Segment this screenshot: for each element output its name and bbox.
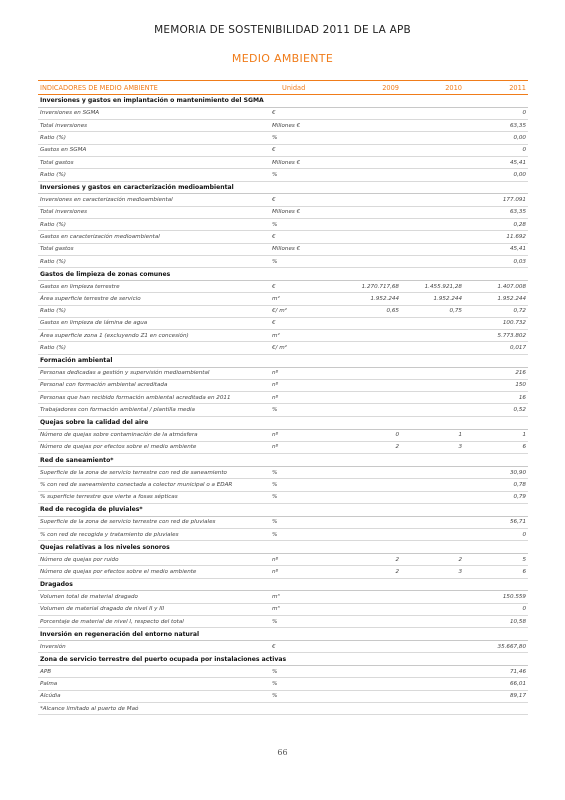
value-2010-cell [401, 491, 464, 503]
unit-cell: m³ [268, 591, 338, 603]
indicator-cell: Inversiones en SGMA [38, 107, 268, 119]
value-2011-cell: 63,35 [464, 120, 528, 132]
value-2011-cell: 16 [464, 392, 528, 404]
indicator-cell: Número de quejas por efectos sobre el medio ambiente [38, 566, 268, 578]
value-2009-cell [338, 218, 401, 230]
value-2010-cell: 2 [401, 553, 464, 565]
footnote-row [38, 703, 528, 715]
table-row [38, 516, 528, 528]
indicator-cell: Volumen total de material dragado [38, 591, 268, 603]
value-2011-cell: 0 [464, 603, 528, 615]
unit-cell: Millones € [268, 156, 338, 168]
value-2010-cell [401, 206, 464, 218]
group-title: Gastos de limpieza de zonas comunes [38, 268, 528, 281]
value-2010-cell [401, 615, 464, 627]
value-2009-cell [338, 603, 401, 615]
group-title: Quejas sobre la calidad del aire [38, 416, 528, 429]
table-row [38, 280, 528, 292]
indicator-cell: Personas dedicadas a gestión y supervisión medioambiental [38, 367, 268, 379]
group-title: Quejas relativas a los niveles sonoros [38, 541, 528, 554]
value-2011-cell: 0 [464, 144, 528, 156]
table-row [38, 132, 528, 144]
unit-cell: € [268, 317, 338, 329]
value-2009-cell [338, 243, 401, 255]
group-header-row [38, 416, 528, 429]
table-row [38, 231, 528, 243]
group-header-row [38, 454, 528, 467]
value-2009-cell [338, 591, 401, 603]
value-2011-cell: 5 [464, 553, 528, 565]
indicator-cell: Palma [38, 678, 268, 690]
group-title: Inversión en regeneración del entorno natural [38, 628, 528, 641]
table-row [38, 194, 528, 206]
indicator-cell: Ratio (%) [38, 169, 268, 181]
indicator-cell: Gastos en limpieza terrestre [38, 280, 268, 292]
unit-cell: % [268, 615, 338, 627]
table-row [38, 317, 528, 329]
value-2011-cell: 0,79 [464, 491, 528, 503]
table-row [38, 466, 528, 478]
value-2011-cell: 0,03 [464, 255, 528, 267]
table-row [38, 305, 528, 317]
value-2010-cell [401, 641, 464, 653]
indicator-cell: Total gastos [38, 156, 268, 168]
unit-cell: % [268, 690, 338, 702]
unit-cell: € [268, 144, 338, 156]
value-2010-cell [401, 528, 464, 540]
value-2009-cell: 2 [338, 566, 401, 578]
indicator-cell: Porcentaje de material de nivel I, respecto del total [38, 615, 268, 627]
group-header-row [38, 541, 528, 554]
value-2010-cell: 0,75 [401, 305, 464, 317]
indicator-cell: Alcúdia [38, 690, 268, 702]
indicator-cell: Gastos en SGMA [38, 144, 268, 156]
header-indicator: INDICADORES DE MEDIO AMBIENTE [38, 81, 268, 95]
unit-cell: % [268, 528, 338, 540]
indicator-cell: Número de quejas por efectos sobre el medio ambiente [38, 441, 268, 453]
indicator-cell: Número de quejas sobre contaminación de la atmósfera [38, 429, 268, 441]
group-header-row [38, 181, 528, 194]
unit-cell: nº [268, 367, 338, 379]
table-row [38, 144, 528, 156]
group-title: Inversiones y gastos en caracterización medioambiental [38, 181, 528, 194]
table-row [38, 553, 528, 565]
table-row [38, 441, 528, 453]
value-2011-cell: 100.732 [464, 317, 528, 329]
unit-cell: % [268, 678, 338, 690]
value-2010-cell [401, 479, 464, 491]
unit-cell: nº [268, 392, 338, 404]
unit-cell: €/ m² [268, 305, 338, 317]
value-2011-cell: 89,17 [464, 690, 528, 702]
section-title: MEDIO AMBIENTE [231, 52, 334, 65]
value-2011-cell: 11.692 [464, 231, 528, 243]
header-unit: Unidad [268, 81, 338, 95]
value-2009-cell [338, 404, 401, 416]
value-2010-cell: 1.952.244 [401, 293, 464, 305]
value-2010-cell [401, 466, 464, 478]
unit-cell: nº [268, 379, 338, 391]
group-title: Zona de servicio terrestre del puerto ocupada por instalaciones activas [38, 653, 528, 666]
value-2010-cell [401, 342, 464, 354]
table-row [38, 429, 528, 441]
unit-cell: % [268, 479, 338, 491]
value-2009-cell [338, 255, 401, 267]
table-row [38, 330, 528, 342]
value-2009-cell [338, 156, 401, 168]
group-title: Red de recogida de pluviales* [38, 503, 528, 516]
group-header-row [38, 95, 528, 108]
value-2011-cell: 1.407.008 [464, 280, 528, 292]
value-2009-cell [338, 392, 401, 404]
value-2010-cell [401, 120, 464, 132]
value-2009-cell: 2 [338, 553, 401, 565]
unit-cell: % [268, 466, 338, 478]
indicator-cell: Total gastos [38, 243, 268, 255]
unit-cell: € [268, 641, 338, 653]
unit-cell: % [268, 491, 338, 503]
unit-cell: € [268, 231, 338, 243]
unit-cell: % [268, 666, 338, 678]
table-row [38, 243, 528, 255]
table-row [38, 107, 528, 119]
indicator-cell: Ratio (%) [38, 132, 268, 144]
table-row [38, 404, 528, 416]
unit-cell: Millones € [268, 206, 338, 218]
value-2010-cell [401, 132, 464, 144]
value-2011-cell: 0,00 [464, 132, 528, 144]
header-2009: 2009 [338, 81, 401, 95]
value-2010-cell [401, 194, 464, 206]
table-header-row [38, 81, 528, 95]
value-2010-cell [401, 107, 464, 119]
indicator-cell: Gastos en limpieza de lámina de agua [38, 317, 268, 329]
value-2010-cell [401, 603, 464, 615]
value-2011-cell: 0,28 [464, 218, 528, 230]
table-row [38, 379, 528, 391]
value-2009-cell [338, 317, 401, 329]
indicator-cell: % con red de recogida y tratamiento de pluviales [38, 528, 268, 540]
value-2010-cell [401, 156, 464, 168]
value-2009-cell [338, 132, 401, 144]
value-2011-cell: 177.091 [464, 194, 528, 206]
value-2009-cell: 0 [338, 429, 401, 441]
value-2010-cell: 1.455.921,28 [401, 280, 464, 292]
table-row [38, 156, 528, 168]
value-2010-cell [401, 144, 464, 156]
unit-cell: % [268, 132, 338, 144]
group-title: Formación ambiental [38, 354, 528, 367]
value-2011-cell: 66,01 [464, 678, 528, 690]
value-2009-cell [338, 367, 401, 379]
value-2011-cell: 5.773.802 [464, 330, 528, 342]
value-2011-cell: 71,46 [464, 666, 528, 678]
value-2011-cell: 56,71 [464, 516, 528, 528]
header-2010: 2010 [401, 81, 464, 95]
value-2010-cell [401, 255, 464, 267]
value-2010-cell [401, 690, 464, 702]
indicator-cell: Inversión [38, 641, 268, 653]
indicator-cell: Volumen de material dragado de nivel II y III [38, 603, 268, 615]
unit-cell: % [268, 169, 338, 181]
value-2010-cell [401, 243, 464, 255]
document-title: MEMORIA DE SOSTENIBILIDAD 2011 DE LA APB [154, 24, 411, 36]
table-row [38, 566, 528, 578]
value-2009-cell: 1.270.717,68 [338, 280, 401, 292]
value-2011-cell: 216 [464, 367, 528, 379]
value-2011-cell: 0 [464, 107, 528, 119]
table-row [38, 392, 528, 404]
unit-cell: m³ [268, 603, 338, 615]
value-2010-cell [401, 591, 464, 603]
value-2009-cell [338, 330, 401, 342]
unit-cell: nº [268, 553, 338, 565]
indicator-cell: Inversiones en caracterización medioambiental [38, 194, 268, 206]
indicator-cell: Ratio (%) [38, 218, 268, 230]
unit-cell: m² [268, 293, 338, 305]
unit-cell: € [268, 107, 338, 119]
table-row [38, 528, 528, 540]
value-2011-cell: 0,00 [464, 169, 528, 181]
value-2010-cell: 1 [401, 429, 464, 441]
header-2011: 2011 [464, 81, 528, 95]
value-2010-cell [401, 678, 464, 690]
value-2011-cell: 30,90 [464, 466, 528, 478]
value-2011-cell: 150.559 [464, 591, 528, 603]
indicator-cell: Trabajadores con formación ambiental / plantilla media [38, 404, 268, 416]
value-2011-cell: 45,41 [464, 243, 528, 255]
value-2011-cell: 150 [464, 379, 528, 391]
value-2009-cell [338, 194, 401, 206]
value-2009-cell [338, 479, 401, 491]
indicator-cell: APB [38, 666, 268, 678]
indicator-cell: Personas que han recibido formación ambiental acreditada en 2011 [38, 392, 268, 404]
value-2009-cell [338, 666, 401, 678]
unit-cell: Millones € [268, 120, 338, 132]
unit-cell: % [268, 404, 338, 416]
value-2010-cell [401, 666, 464, 678]
table-row [38, 603, 528, 615]
table-row [38, 591, 528, 603]
value-2009-cell [338, 528, 401, 540]
value-2011-cell: 0,52 [464, 404, 528, 416]
group-header-row [38, 354, 528, 367]
table-row [38, 491, 528, 503]
table-row [38, 367, 528, 379]
value-2010-cell [401, 404, 464, 416]
table-row [38, 169, 528, 181]
value-2011-cell: 6 [464, 441, 528, 453]
value-2009-cell: 0,65 [338, 305, 401, 317]
unit-cell: Millones € [268, 243, 338, 255]
unit-cell: €/ m² [268, 342, 338, 354]
indicator-cell: Ratio (%) [38, 342, 268, 354]
unit-cell: € [268, 280, 338, 292]
unit-cell: % [268, 218, 338, 230]
value-2010-cell [401, 317, 464, 329]
value-2009-cell [338, 641, 401, 653]
indicator-cell: Gastos en caracterización medioambiental [38, 231, 268, 243]
indicator-cell: Total inversiones [38, 120, 268, 132]
value-2010-cell [401, 169, 464, 181]
unit-cell: % [268, 516, 338, 528]
value-2009-cell [338, 615, 401, 627]
indicator-cell: Total inversiones [38, 206, 268, 218]
value-2011-cell: 1.952.244 [464, 293, 528, 305]
value-2010-cell: 3 [401, 566, 464, 578]
group-header-row [38, 628, 528, 641]
table-row [38, 206, 528, 218]
indicator-cell: % con red de saneamiento conectada a colector municipal o a EDAR [38, 479, 268, 491]
value-2009-cell [338, 516, 401, 528]
unit-cell: nº [268, 566, 338, 578]
value-2010-cell [401, 231, 464, 243]
value-2010-cell [401, 218, 464, 230]
group-header-row [38, 578, 528, 591]
value-2009-cell: 1.952.244 [338, 293, 401, 305]
table-row [38, 666, 528, 678]
table-row [38, 479, 528, 491]
unit-cell: % [268, 255, 338, 267]
value-2011-cell: 0,017 [464, 342, 528, 354]
value-2010-cell [401, 516, 464, 528]
value-2011-cell: 35.667,80 [464, 641, 528, 653]
indicator-cell: Personal con formación ambiental acreditada [38, 379, 268, 391]
unit-cell: nº [268, 429, 338, 441]
value-2011-cell: 0,72 [464, 305, 528, 317]
value-2010-cell [401, 330, 464, 342]
value-2009-cell [338, 206, 401, 218]
value-2011-cell: 6 [464, 566, 528, 578]
value-2011-cell: 0,78 [464, 479, 528, 491]
value-2011-cell: 0 [464, 528, 528, 540]
table-row [38, 690, 528, 702]
group-title: Red de saneamiento* [38, 454, 528, 467]
group-title: Inversiones y gastos en implantación o mantenimiento del SGMA [38, 95, 528, 108]
table-row [38, 255, 528, 267]
group-header-row [38, 503, 528, 516]
table-row [38, 678, 528, 690]
value-2009-cell [338, 342, 401, 354]
indicator-cell: Ratio (%) [38, 305, 268, 317]
value-2011-cell: 63,35 [464, 206, 528, 218]
value-2009-cell [338, 491, 401, 503]
value-2009-cell [338, 466, 401, 478]
table-row [38, 293, 528, 305]
table-row [38, 218, 528, 230]
table-body [38, 95, 528, 715]
value-2010-cell [401, 392, 464, 404]
group-header-row [38, 653, 528, 666]
indicator-cell: Área superficie terrestre de servicio [38, 293, 268, 305]
value-2009-cell: 2 [338, 441, 401, 453]
value-2009-cell [338, 120, 401, 132]
value-2009-cell [338, 379, 401, 391]
unit-cell: m² [268, 330, 338, 342]
indicator-cell: % superficie terrestre que vierte a fosas sépticas [38, 491, 268, 503]
value-2009-cell [338, 169, 401, 181]
group-title: Dragados [38, 578, 528, 591]
unit-cell: nº [268, 441, 338, 453]
value-2011-cell: 10,58 [464, 615, 528, 627]
value-2009-cell [338, 107, 401, 119]
footnote: *Alcance limitado al puerto de Maó [38, 703, 528, 715]
indicator-cell: Superficie de la zona de servicio terrestre con red de pluviales [38, 516, 268, 528]
group-header-row [38, 268, 528, 281]
table-row [38, 342, 528, 354]
value-2009-cell [338, 678, 401, 690]
value-2009-cell [338, 144, 401, 156]
value-2010-cell [401, 379, 464, 391]
environment-indicators-table [38, 80, 528, 715]
unit-cell: € [268, 194, 338, 206]
value-2009-cell [338, 231, 401, 243]
indicator-cell: Número de quejas por ruido [38, 553, 268, 565]
table-row [38, 641, 528, 653]
value-2009-cell [338, 690, 401, 702]
indicator-cell: Superficie de la zona de servicio terrestre con red de saneamiento [38, 466, 268, 478]
table-row [38, 615, 528, 627]
indicator-cell: Área superficie zona 1 (excluyendo Z1 en concesión) [38, 330, 268, 342]
indicator-cell: Ratio (%) [38, 255, 268, 267]
value-2011-cell: 45,41 [464, 156, 528, 168]
value-2010-cell [401, 367, 464, 379]
table-row [38, 120, 528, 132]
page-number: 66 [277, 748, 288, 757]
value-2011-cell: 1 [464, 429, 528, 441]
value-2010-cell: 3 [401, 441, 464, 453]
